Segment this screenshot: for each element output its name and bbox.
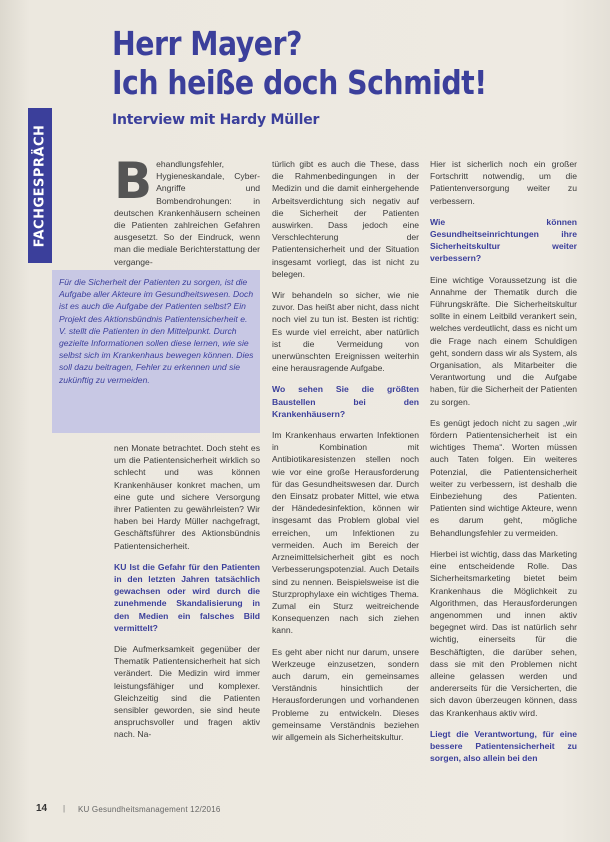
answer-2-paragraph-2: Es geht aber nicht nur darum, unsere Werkzeuge einzusetzen, sondern auch darum, ein gemeinsames Verständnis hinsichtlich der Herausforderungen und vorhandenen Probleme zu entwickeln. Dieses gemeinsame Verständnis beziehen wir allgemein als Sicherheitskultur. [272, 646, 419, 742]
answer-1-paragraph-2: Wir behandeln so sicher, wie nie zuvor. Das heißt aber nicht, dass nicht noch viel zu tun ist. Besten ist richtig: Es wurde viel erreicht, aber natürlich ist die Vermeidung von unerwünschten Ereignissen weiterhin eine herausragende Aufgabe. [272, 290, 419, 374]
page-number: 14 [36, 803, 48, 814]
column-3 [430, 158, 577, 773]
footer-separator: | [63, 804, 66, 813]
pull-quote-text: Für die Sicherheit der Patienten zu sorgen, ist die Aufgabe aller Akteure im Gesundheitswesen. Doch ist es auch die Aufgabe der Patienten selbst? Ein Projekt des Aktionsbündnis Patientensicherheit e. V. stellt die Patienten in den Mittelpunkt. Durch gezielte Informationen sollen diese lernen, wie sie selbst sich im Krankenhaus bewegen können. Dies soll dazu beitragen, Fehler zu erkennen und sie zukünftig zu vermeiden. [59, 277, 254, 385]
section-tab [28, 108, 52, 263]
column-2 [272, 158, 419, 752]
question-2: Wo sehen Sie die größten Baustellen bei den Krankenhäusern? [272, 384, 419, 419]
question-1-text: Ist die Gefahr für den Patienten in den letzten Jahren tatsächlich gewachsen oder wird durch die zunehmende Skandalisierung in den Medien ein falsches Bild vermittelt? [114, 561, 261, 633]
intro-paragraph: ehandlungsfehler, Hygieneskandale, Cyber-Angriffe und Bombendrohungen: in deutschen Krankenhäusern scheinen die Patienten zahlreichen Gefahren ausgesetzt. So der Eindruck, wenn man die mediale Berichterstattung der vergange- [114, 159, 260, 267]
column-1-bottom [114, 442, 260, 750]
column-1-top [114, 152, 260, 268]
answer-3-paragraph-2: Es genügt jedoch nicht zu sagen „wir fördern Patientensicherheit ist ein wichtiges Thema“. Worten müssen auch Taten folgen. Ein weiteres Potenzial, die Patientensicherheit weiter zu verbessern, ist deshalb die Einbeziehung des Patienten. Patienten sind wichtige Akteure, wenn es darum geht, mögliche Behandlungsfehler zu vermeiden. [430, 417, 577, 538]
footer-source: KU Gesundheitsmanagement 12/2016 [78, 805, 221, 814]
answer-3: Eine wichtige Voraussetzung ist die Annahme der Thematik durch die Führungskräfte. Die Sicherheitskultur sollte in einem Leitbild verankert sein, welches verdeutlicht, dass es nicht um die Frage nach einem Schuldigen geht, sondern dass wir als System, als Organisation, als Mitarbeiter die Verantwortung und die Aufgabe haben, für die Sicherheit der Patienten zu sorgen. [430, 274, 577, 407]
answer-3-paragraph-3: Hierbei ist wichtig, dass das Marketing eine entscheidende Rolle. Das Sicherheitsmarketing bietet beim Krankenhaus die Möglichkeit zu Algorithmen, das Herausforderungen angenommen und innen aktiv begegnet wird. Das ist natürlich sehr wichtig, einerseits für die Beschäftigten, die darüber sehen, dass sie mit den Problemen nicht alleine gelassen werden und andererseits für die Versicherten, die sich davon überzeugen können, dass das Krankenhaus aktiv wird. [430, 548, 577, 718]
subtitle: Interview mit Hardy Müller [112, 112, 320, 128]
answer-2: Im Krankenhaus erwarten Infektionen in Kombination mit Antibiotikaresistenzen stellen noch wie vor eine große Herausforderung für das Gesundheitswesen dar. Durch den Einsatz probater Mittel, wie etwa der Händedesinfektion, können wir insgesamt das Problem global viel erreichen, um Infektionen zu vermeiden. Auch im Bereich der Arzneimittelsicherheit gibt es noch Verbesserungspotenzial. Auch Details sind zu nennen. Beispielsweise ist die Sturzprophylaxe ein wichtiges Thema. Zumal ein Sturz weitreichende Konsequenzen nach sich ziehen kann. [272, 430, 419, 636]
section-label: FACHGESPRÄCH [32, 124, 48, 247]
answer-1: Die Aufmerksamkeit gegenüber der Thematik Patientensicherheit hat sich verändert. Die Medizin wird immer leistungsfähiger und komplexer. Gleichzeitig sind die Patienten sensibler geworden, sie sind heute anspruchsvoller und fragen aktiv nach. Na- [114, 644, 260, 740]
answer-2-continued: Hier ist sicherlich noch ein großer Fortschritt notwendig, um die Patientenversorgung weiter zu verbessern. [430, 159, 577, 206]
page-footer [36, 803, 576, 817]
headline [112, 24, 516, 102]
question-1 [114, 561, 260, 634]
headline-line-1: Herr Mayer? [112, 24, 302, 63]
magazine-abbrev: KU [114, 561, 127, 572]
question-3: Wie können Gesundheitseinrichtungen ihre Sicherheitskultur weiter verbessern? [430, 216, 577, 264]
answer-1-continued: türlich gibt es auch die These, dass die Rahmenbedingungen in der Medizin und die damit einhergehende Arbeitsverdichtung sich negativ auf die Sicherheit der Patienten auswirken. Dass jedoch eine Verschlechterung der Patientensicherheit und der Situation insgesamt vorliegt, das ist nicht zu belegen. [272, 159, 419, 279]
drop-cap: B [114, 152, 153, 210]
headline-line-2: Ich heiße doch Schmidt! [112, 63, 487, 102]
question-4: Liegt die Verantwortung, für eine bessere Patientensicherheit zu sorgen, also allein bei den [430, 728, 577, 764]
intro-continuation: nen Monate betrachtet. Doch steht es um die Patientensicherheit wirklich so schlecht und was können Krankenhäuser konkret machen, um eine gute und sichere Versorgung ihrer Patienten zu gewährleisten? Wir haben bei Hardy Müller nachgefragt, Geschäftsführer des Aktionsbündnis Patientensicherheit. [114, 443, 260, 551]
pull-quote-box [52, 270, 260, 433]
